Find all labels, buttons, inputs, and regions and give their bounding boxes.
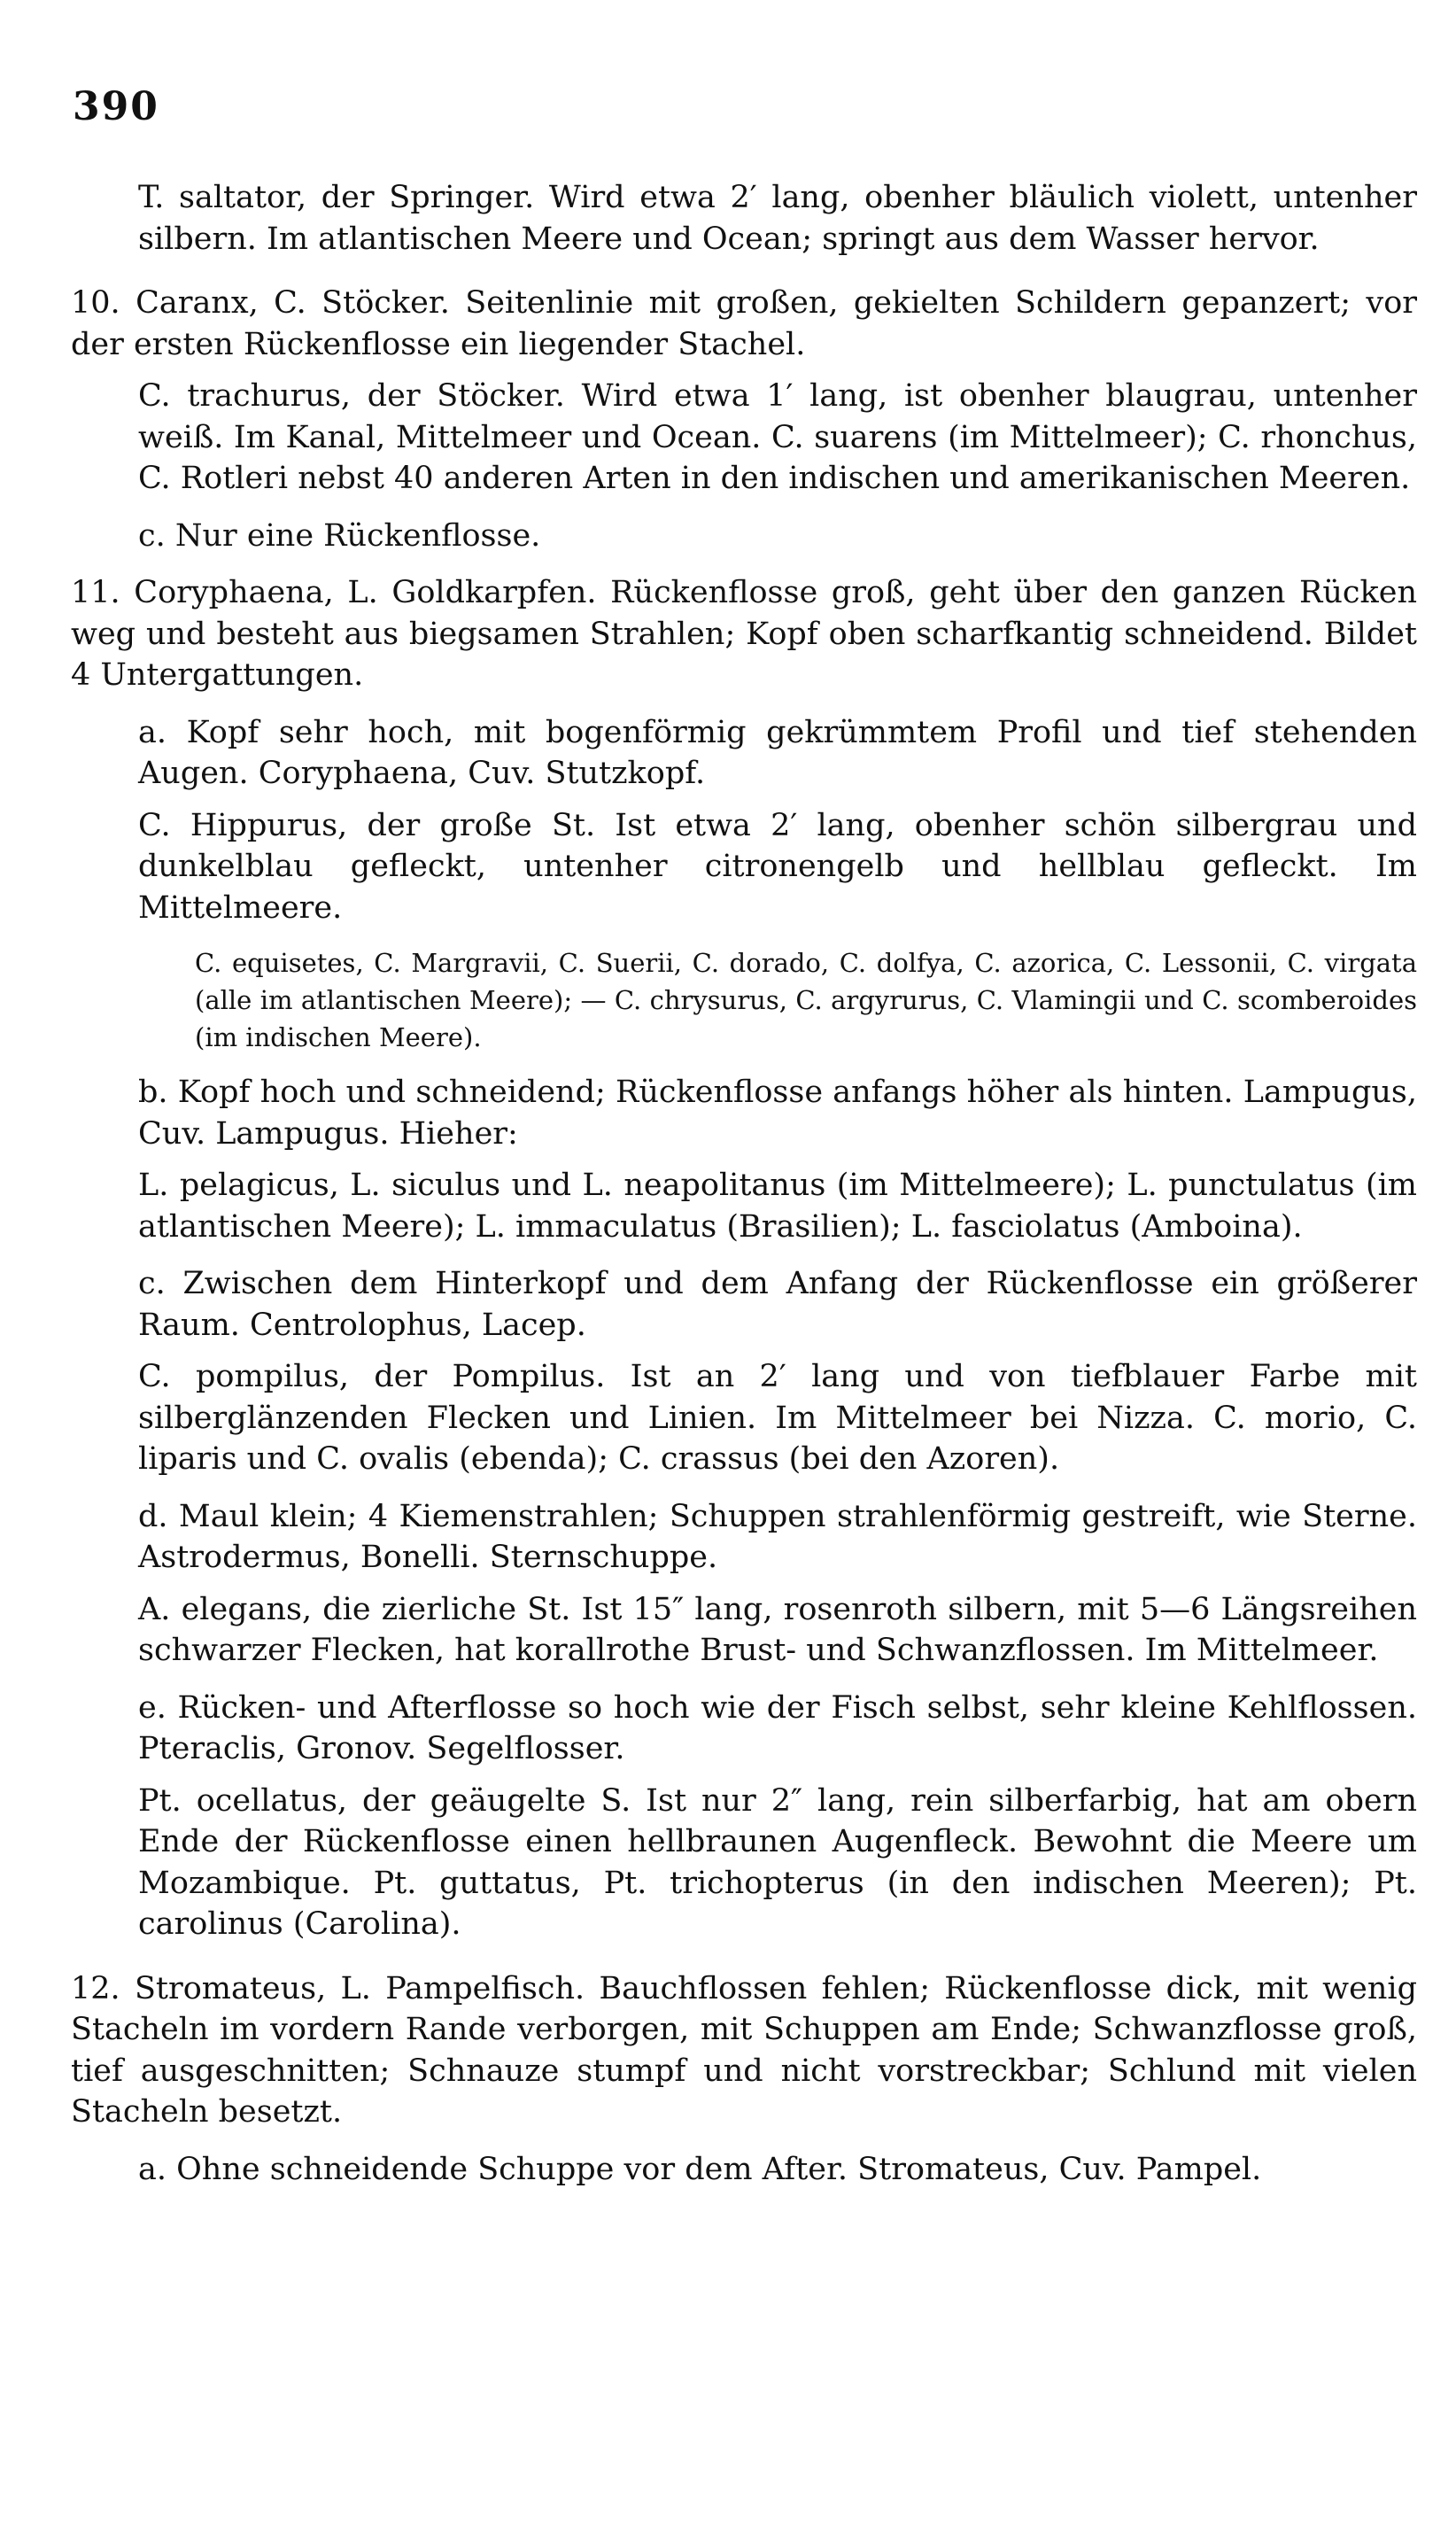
subgenus-entry-b: b. Kopf hoch und schneidend; Rückenflosse anfangs höher als hinten. Lampugus, Cuv. Lampugus. Hieher: xyxy=(138,1075,1417,1152)
species-list-coryphaena: C. equisetes, C. Margravii, C. Suerii, C. dorado, C. dolfya, C. azorica, C. Lessonii, C. virgata (alle im atlantischen Meere); — C. chrysurus, C. argyrurus, C. Vlamingii und C. scomberoides (im indischen Meere). xyxy=(195,948,1417,1052)
species-entry-t-saltator: T. saltator, der Springer. Wird etwa 2′ lang, obenher bläulich violett, untenher silbern. Im atlantischen Meere und Ocean; springt aus dem Wasser hervor. xyxy=(138,180,1417,257)
genus-entry-caranx: 10. Caranx, C. Stöcker. Seitenlinie mit großen, gekielten Schildern gepanzert; vor der ersten Rückenflosse ein liegender Stachel. xyxy=(71,285,1417,362)
species-list-lampugus: L. pelagicus, L. siculus und L. neapolitanus (im Mittelmeere); L. punctulatus (im atlantischen Meere); L. immaculatus (Brasilien); L. fasciolatus (Amboina). xyxy=(138,1168,1417,1245)
subgenus-entry-stromateus-a: a. Ohne schneidende Schuppe vor dem After. Stromateus, Cuv. Pampel. xyxy=(138,2151,1262,2187)
species-entry-c-pompilus: C. pompilus, der Pompilus. Ist an 2′ lang und von tiefblauer Farbe mit silberglänzenden Flecken und Linien. Im Mittelmeer bei Nizza. C. morio, C. liparis und C. ovalis (ebenda); C. crassus (bei den Azoren). xyxy=(138,1359,1417,1477)
subgenus-entry-a: a. Kopf sehr hoch, mit bogenförmig gekrümmtem Profil und tief stehenden Augen. Coryphaena, Cuv. Stutzkopf. xyxy=(138,714,1417,791)
section-heading-c: c. Nur eine Rückenflosse. xyxy=(138,517,541,554)
species-entry-c-trachurus: C. trachurus, der Stöcker. Wird etwa 1′ lang, ist obenher blaugrau, untenher weiß. Im Kanal, Mittelmeer und Ocean. C. suarens (im Mittelmeer); C. rhonchus, C. Rotleri nebst 40 anderen Arten in den indischen und amerikanischen Meeren. xyxy=(138,378,1417,496)
page-number: 390 xyxy=(73,84,159,129)
subgenus-entry-c: c. Zwischen dem Hinterkopf und dem Anfang der Rückenflosse ein größerer Raum. Centrolophus, Lacep. xyxy=(138,1266,1417,1343)
subgenus-entry-d: d. Maul klein; 4 Kiemenstrahlen; Schuppen strahlenförmig gestreift, wie Sterne. Astrodermus, Bonelli. Sternschuppe. xyxy=(138,1498,1417,1575)
genus-entry-stromateus: 12. Stromateus, L. Pampelfisch. Bauchflossen fehlen; Rückenflosse dick, mit wenig Stacheln im vordern Rande verborgen, mit Schuppen am Ende; Schwanzflosse groß, tief ausgeschnitten; Schnauze stumpf und nicht vorstreckbar; Schlund mit vielen Stacheln besetzt. xyxy=(71,1970,1417,2130)
page-text xyxy=(71,177,1417,2190)
species-entry-pt-ocellatus: Pt. ocellatus, der geäugelte S. Ist nur 2″ lang, rein silberfarbig, hat am obern Ende der Rückenflosse einen hellbraunen Augenfleck. Bewohnt die Meere um Mozambique. Pt. guttatus, Pt. trichopterus (in den indischen Meeren); Pt. carolinus (Carolina). xyxy=(138,1782,1417,1942)
species-entry-c-hippurus: C. Hippurus, der große St. Ist etwa 2′ lang, obenher schön silbergrau und dunkelblau gefleckt, untenher citronengelb und hellblau gefleckt. Im Mittelmeere. xyxy=(138,807,1417,926)
subgenus-entry-e: e. Rücken- und Afterflosse so hoch wie der Fisch selbst, sehr kleine Kehlflossen. Pteraclis, Gronov. Segelflosser. xyxy=(138,1689,1417,1766)
genus-entry-coryphaena: 11. Coryphaena, L. Goldkarpfen. Rückenflosse groß, geht über den ganzen Rücken weg und besteht aus biegsamen Strahlen; Kopf oben scharfkantig schneidend. Bildet 4 Untergattungen. xyxy=(71,575,1417,693)
species-entry-a-elegans: A. elegans, die zierliche St. Ist 15″ lang, rosenroth silbern, mit 5—6 Längsreihen schwarzer Flecken, hat korallrothe Brust- und Schwanzflossen. Im Mittelmeer. xyxy=(138,1591,1417,1668)
